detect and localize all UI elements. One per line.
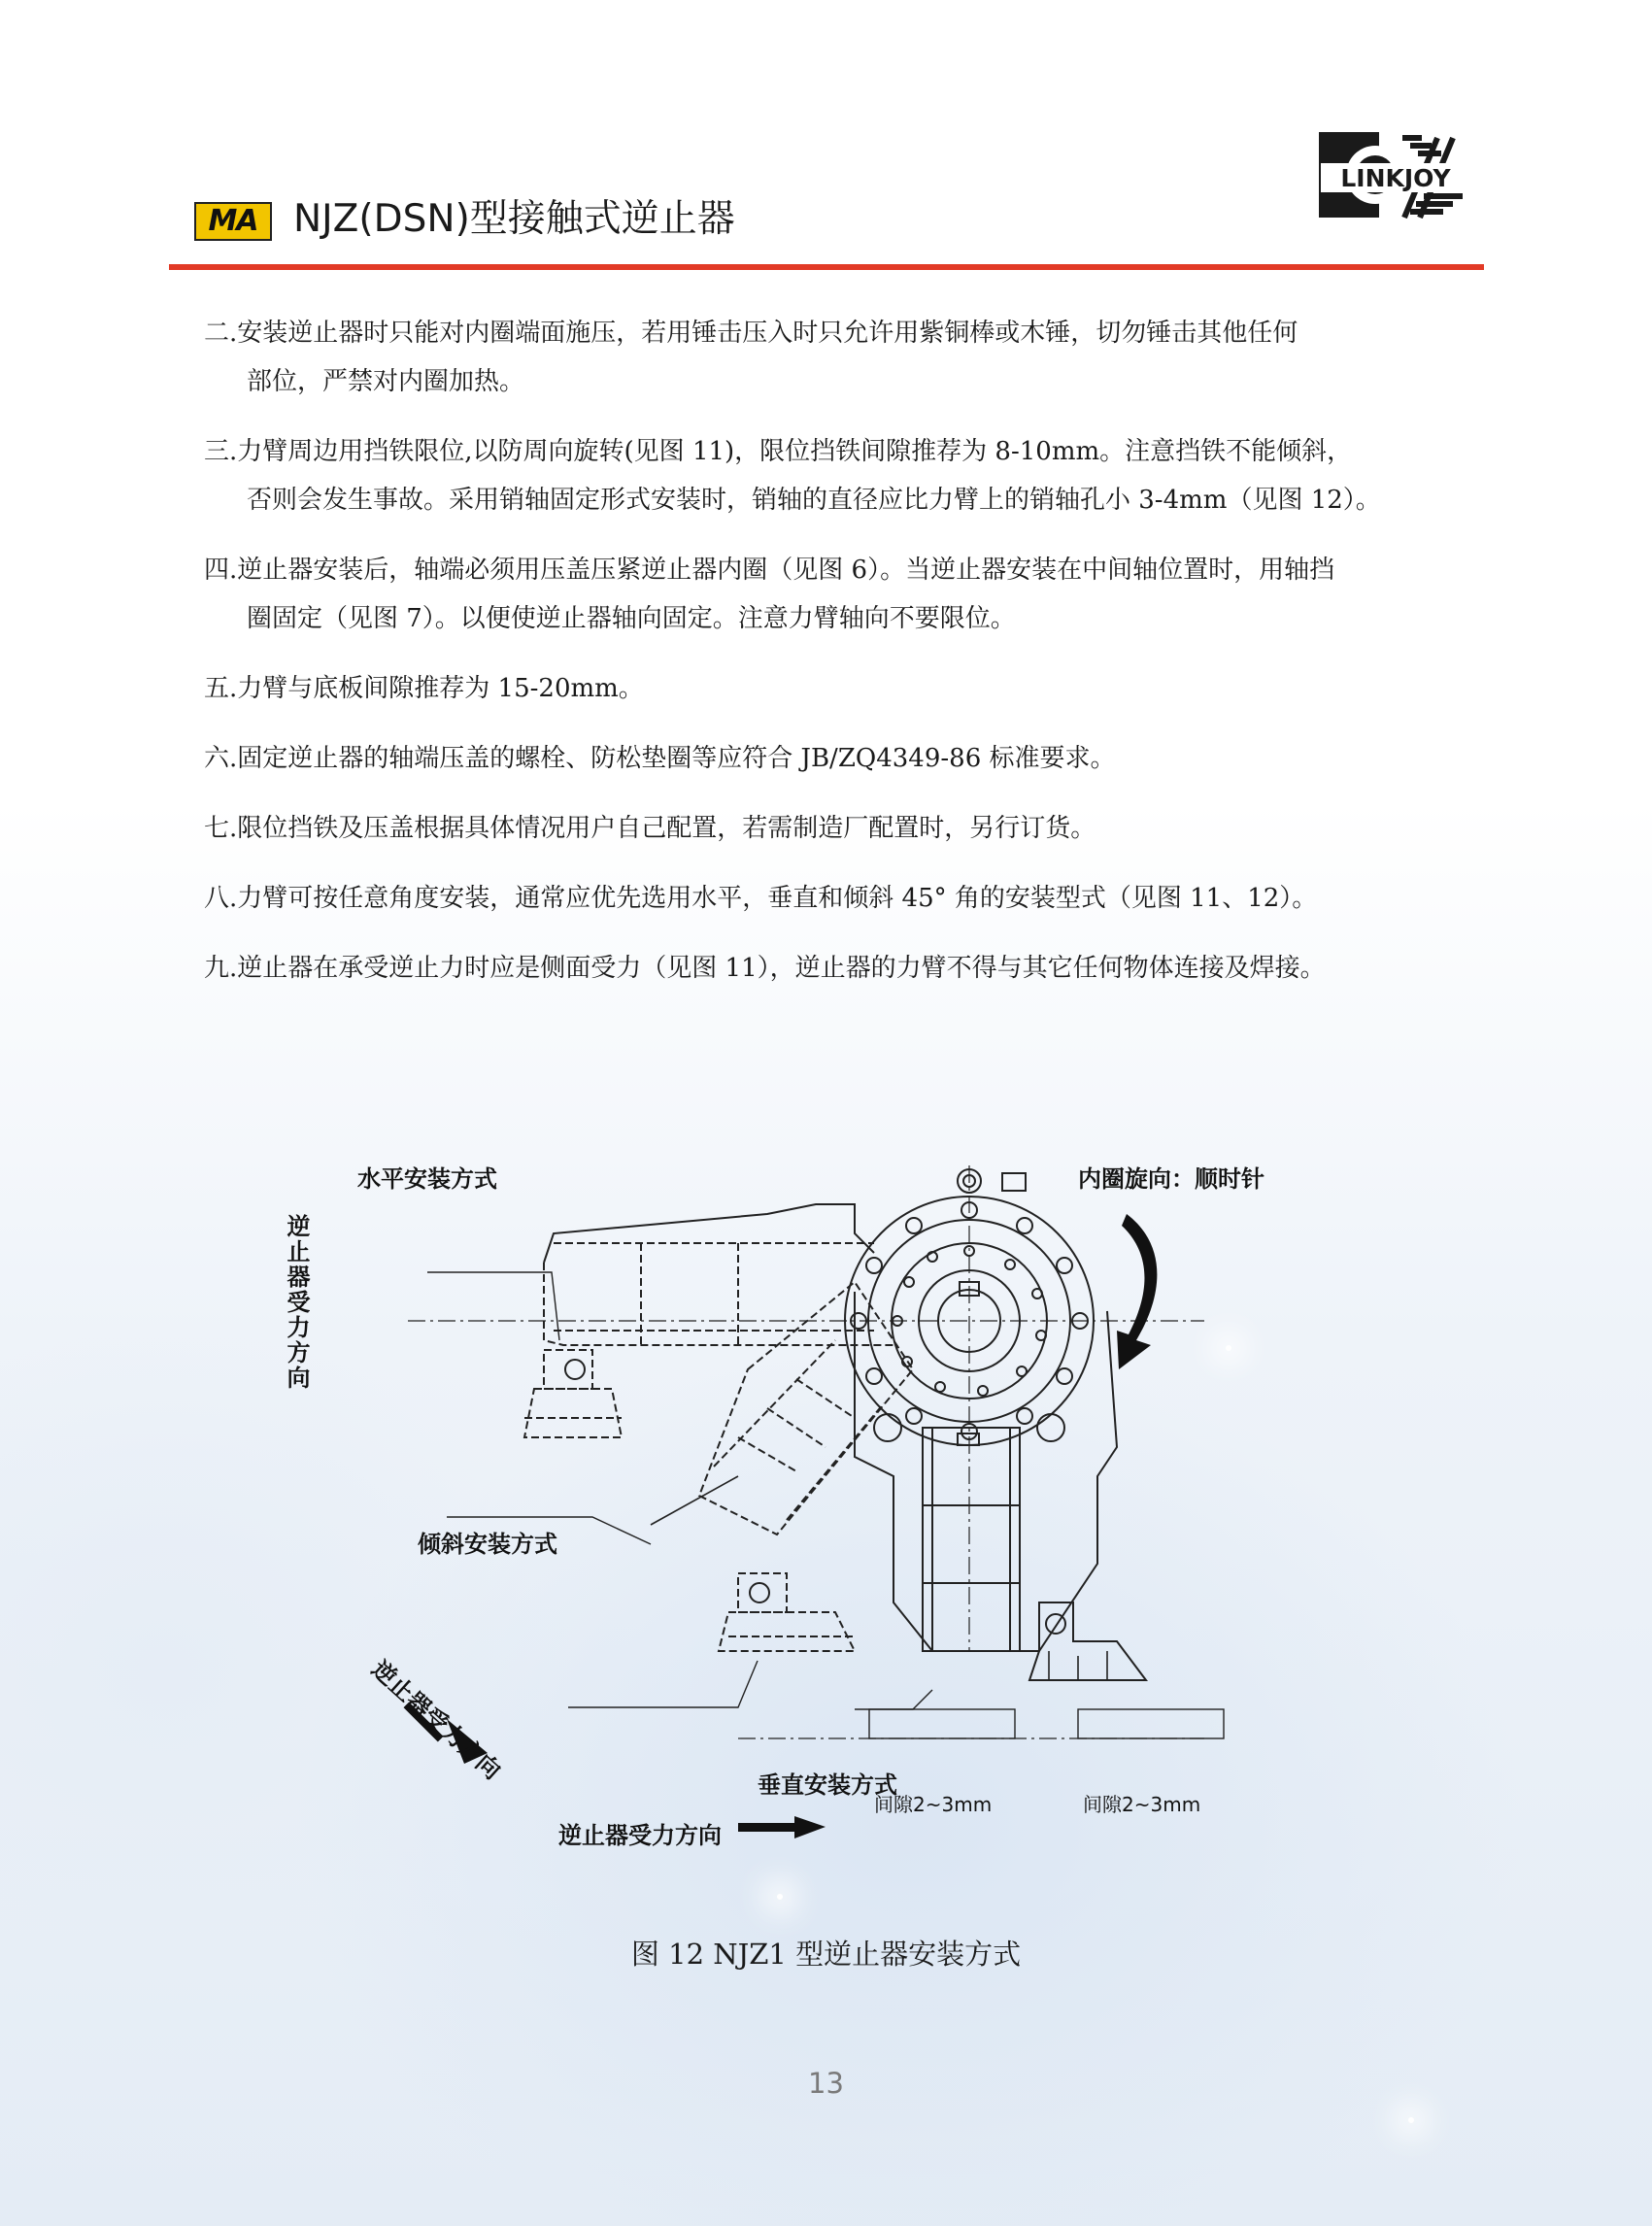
gap-dimension-right: 间隙2~3mm [1083, 1793, 1201, 1816]
paragraph-9: 九.逆止器在承受逆止力时应是侧面受力（见图 11），逆止器的力臂不得与其它任何物体连接及焊接。 [204, 954, 1326, 983]
sparkle-decoration [777, 1894, 783, 1900]
paragraph-5: 五.力臂与底板间隙推荐为 15-20mm。 [204, 674, 644, 703]
paragraph-3: 三.力臂周边用挡铁限位,以防周向旋转(见图 11)，限位挡铁间隙推荐为 8-10mm。注意挡铁不能倾斜， 否则会发生事故。采用销轴固定形式安装时，销轴的直径应比力臂上的销轴孔小 3-4mm（见图 12）。 [204, 437, 1381, 515]
label-horizontal-mount: 水平安装方式 [357, 1165, 497, 1193]
linkjoy-logo [1317, 128, 1472, 225]
label-vertical-mount: 垂直安装方式 [758, 1771, 897, 1799]
header-rule [169, 264, 1484, 270]
paragraph-6: 六.固定逆止器的轴端压盖的螺栓、防松垫圈等应符合 JB/ZQ4349-86 标准要求。 [204, 744, 1116, 773]
sparkle-decoration [1408, 2117, 1414, 2123]
label-inclined-mount: 倾斜安装方式 [418, 1531, 557, 1558]
ma-badge: MA [194, 202, 272, 241]
label-force-direction-inclined: 逆止器受力方向 [366, 1655, 506, 1785]
label-force-direction-vertical: 逆止器受力方向 [283, 1214, 310, 1391]
figure-caption: 图 12 NJZ1 型逆止器安装方式 [630, 1938, 1022, 1971]
paragraph-8: 八.力臂可按任意角度安装，通常应优先选用水平，垂直和倾斜 45° 角的安装型式（见图 11、12）。 [204, 884, 1318, 913]
paragraph-4: 四.逆止器安装后，轴端必须用压盖压紧逆止器内圈（见图 6）。当逆止器安装在中间轴位置时，用轴挡 圈固定（见图 7）。以便使逆止器轴向固定。注意力臂轴向不要限位。 [204, 556, 1335, 633]
label-inner-rotation: 内圈旋向：顺时针 [1078, 1165, 1264, 1193]
document-title: NJZ(DSN)型接触式逆止器 [293, 197, 735, 241]
svg-text:LINKJOY: LINKJOY [1340, 164, 1451, 192]
paragraph-7: 七.限位挡铁及压盖根据具体情况用户自己配置，若需制造厂配置时，另行订货。 [204, 814, 1096, 843]
label-force-direction-horizontal: 逆止器受力方向 [558, 1822, 722, 1849]
page-number: 13 [808, 2067, 844, 2100]
gap-dimension-left: 间隙2~3mm [874, 1793, 993, 1816]
instructions-list [204, 309, 1505, 1014]
page-header [0, 0, 1652, 272]
installation-figure [283, 1146, 1282, 1849]
paragraph-2: 二.安装逆止器时只能对内圈端面施压，若用锤击压入时只允许用紫铜棒或木锤，切勿锤击其他任何 部位，严禁对内圈加热。 [204, 319, 1298, 396]
